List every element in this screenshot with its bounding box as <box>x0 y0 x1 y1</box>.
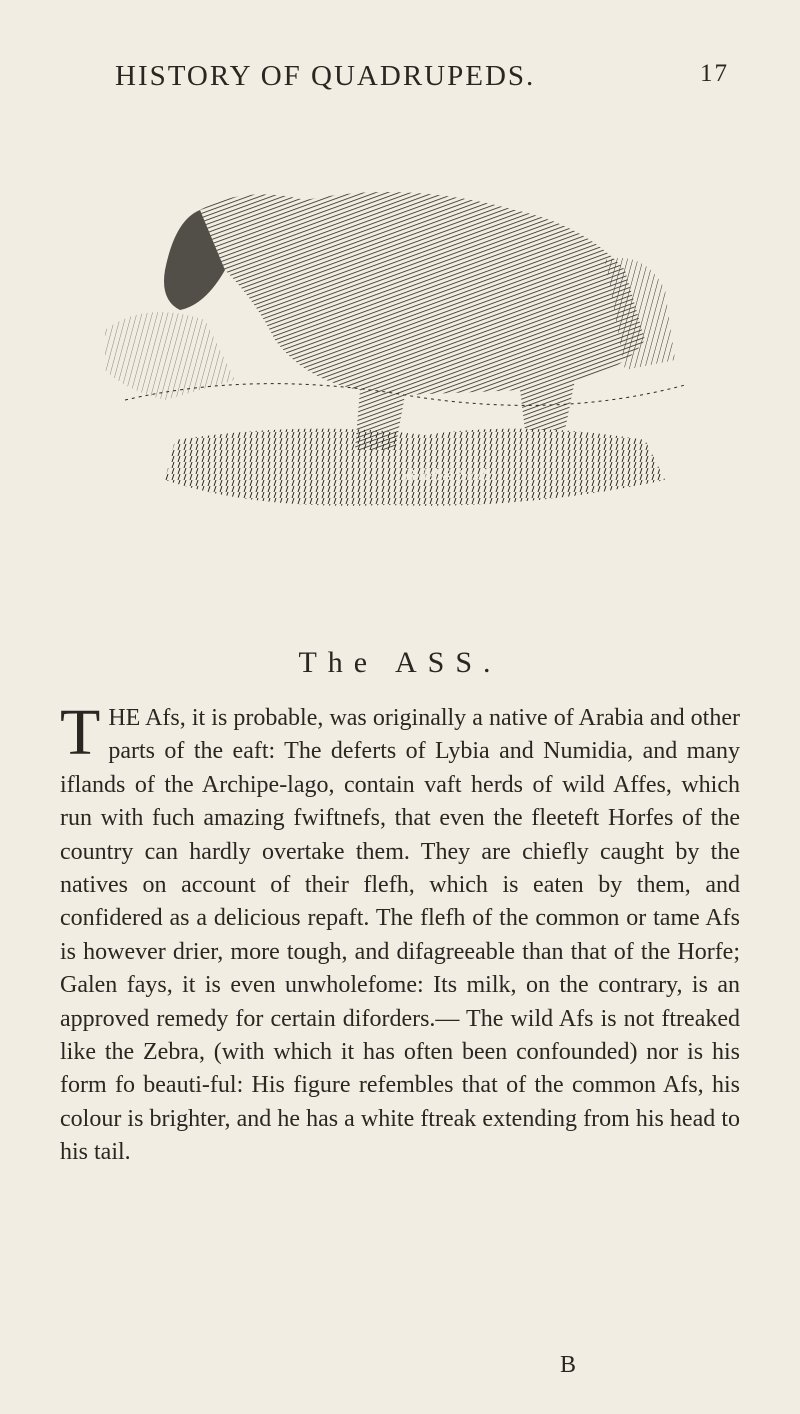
plate-title: The ASS. <box>298 646 502 679</box>
drop-cap: T <box>60 696 101 769</box>
ass-illustration-svg <box>105 180 705 600</box>
body-text <box>60 696 740 1170</box>
page-number: 17 <box>700 60 729 87</box>
signature-mark: B <box>560 1352 577 1378</box>
paragraph-text: HE Afs, it is probable, was originally a native of Arabia and other parts of the eaft: The deferts of Lybia and Numidia, and many iflands of the Archipe-lago, contain vaft herds of wild Affes, which run with fuch amazing fwiftnefs, that even the fleeteft Horfes of the country can hardly overtake them. They are chiefly caught by the natives on account of their flefh, which is eaten by them, and confidered as a delicious repaft. The flefh of the common or tame Afs is however drier, more tough, and difagreeable than that of the Horfe; Galen fays, it is even unwholefome: Its milk, on the contrary, is an approved remedy for certain diforders.— The wild Afs is not ftreaked like the Zebra, (with which it has often been confounded) nor is his form fo beauti-ful: His figure refembles that of the common Afs, his colour is brighter, and he has a white ftreak extending from his head to his tail. <box>60 705 740 1166</box>
paragraph <box>60 696 740 1170</box>
engraver-signature: B del & Sculp <box>405 467 495 484</box>
left-landscape <box>105 312 235 400</box>
ass-engraving <box>105 180 705 600</box>
running-title: HISTORY OF QUADRUPEDS. <box>115 60 536 92</box>
ass-body <box>200 192 645 450</box>
